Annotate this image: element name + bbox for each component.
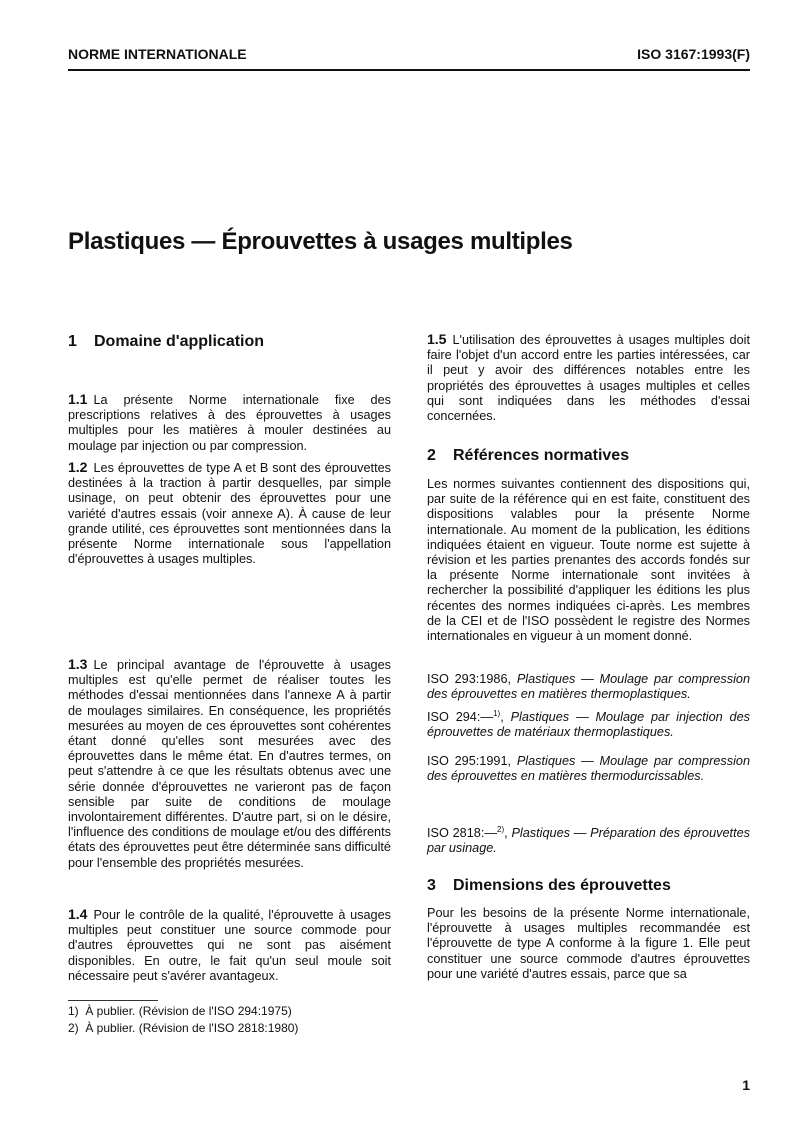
section-number: 3 [427, 877, 436, 894]
paragraph-text: Les éprouvettes de type A et B sont des éprouvettes destinées à la traction à partir desquelles, par simple usinage, on peut obtenir des éprouvettes pour une variété d'autres essais (voir annexe A). À cause de leur grande utilité, ces éprouvettes sont mentionnées dans la présente Norme internationale sous l'appellation d'éprouvettes à usages multiples. [68, 461, 391, 567]
reference-title: Plastiques — Moulage par compression des éprouvettes en matières thermoplastiques. [427, 672, 751, 702]
header-rule [68, 69, 750, 71]
reference-item: ISO 294:—$^{1)}$, Plastiques — Moulage par injection des éprouvettes de matériaux thermoplastiques. [427, 709, 750, 740]
reference-code: ISO 2818:— [427, 826, 498, 841]
page-number: 1 [742, 1077, 750, 1093]
paragraph-number: 1.1 [68, 391, 88, 407]
footnote-text: À publier. (Révision de l'ISO 294:1975) [85, 1004, 292, 1018]
paragraph-text: L'utilisation des éprouvettes à usages multiples doit faire l'objet d'un accord entre les parties intéressées, car il peut y avoir des différences notables entre les propriétés des éprouvettes à usages multiples et celles qui sont indiquées dans les méthodes d'essai concernées. [427, 333, 750, 424]
paragraph-number: 1.4 [68, 906, 88, 922]
paragraph-1-1 [68, 392, 391, 454]
reference-item: ISO 2818:—$^{2)}$, Plastiques — Préparation des éprouvettes par usinage. [427, 825, 750, 856]
paragraph-3: Pour les besoins de la présente Norme internationale, l'éprouvette à usages multiples recommandée est l'éprouvette de type A conforme à la figure 1. Elle peut constituer une source commode d'autres éprouvettes pour une variété d'autres essais, parce que sa [427, 906, 750, 981]
reference-item [427, 754, 750, 784]
reference-title: Plastiques — Moulage par compression des éprouvettes en matières thermodurcissables. [427, 754, 751, 784]
reference-item [427, 672, 750, 702]
section-title: Domaine d'application [94, 333, 265, 350]
footnote-text: À publier. (Révision de l'ISO 2818:1980) [85, 1021, 299, 1035]
paragraph-text: Pour le contrôle de la qualité, l'éprouvette à usages multiples peut constituer une source commode pour d'autres éprouvettes qui ne sont pas aisément disponibles. En outre, le fait qu'un seul moule soit nécessaire peut s'avérer avantageux. [68, 908, 391, 983]
section-number: 1 [68, 333, 77, 350]
header-right: ISO 3167:1993(F) [637, 46, 750, 62]
footnote-ref: 2) [497, 825, 505, 834]
reference-code: ISO 293:1986, [427, 672, 512, 686]
paragraph-1-4 [68, 907, 391, 984]
footnote-number: 2) [68, 1021, 79, 1035]
section-1-heading [68, 333, 264, 351]
footnote-rule [68, 1000, 158, 1001]
paragraph-1-5 [427, 332, 750, 424]
section-3-heading [427, 877, 671, 895]
footnote-2 [68, 1021, 298, 1035]
paragraph-number: 1.5 [427, 331, 447, 347]
reference-title: Plastiques — Moulage par injection des éprouvettes de matériaux thermoplastiques. [427, 710, 750, 740]
section-title: Dimensions des éprouvettes [453, 877, 671, 894]
footnote-1 [68, 1004, 292, 1018]
reference-title: Plastiques — Préparation des éprouvettes par usinage. [427, 826, 750, 856]
header-left: NORME INTERNATIONALE [68, 46, 247, 62]
section-2-heading [427, 447, 629, 465]
paragraph-text: Le principal avantage de l'éprouvette à usages multiples est qu'elle permet de réaliser toutes les méthodes d'essai mentionnées dans l'annexe A à partir de moulages similaires. En conséquence, les propriétés mesurées au moyen de ces éprouvettes sont cohérentes étant donné qu'elles sont mesurées avec des éprouvettes dans le même état. En d'autres termes, on peut s'attendre à ce que les résultats obtenus avec une série donnée d'éprouvettes ne varieront pas de façon sensible par suite de conditions de moulage involontairement différentes. D'autre part, si on le désire, l'influence des conditions de moulage et/ou des différents états des éprouvettes peut être déterminée sans difficulté pour l'ensemble des propriétés mesurées. [68, 658, 391, 870]
paragraph-number: 1.2 [68, 459, 88, 475]
section-title: Références normatives [453, 447, 630, 464]
footnote-number: 1) [68, 1004, 79, 1018]
section-number: 2 [427, 447, 436, 464]
footnote-ref: 1) [493, 709, 501, 718]
paragraph-number: 1.3 [68, 656, 88, 672]
paragraph-2: Les normes suivantes contiennent des dispositions qui, par suite de la référence qui en est faite, constituent des dispositions valables pour la présente Norme internationale. Au moment de la publication, les éditions indiquées étaient en vigueur. Toute norme est sujette à révision et les parties prenantes des accords fondés sur la présente Norme internationale sont invitées à rechercher la possibilité d'appliquer les éditions les plus récentes des normes indiquées ci-après. Les membres de la CEI et de l'ISO possèdent le registre des Normes internationales en vigueur à un moment donné. [427, 477, 750, 644]
paragraph-text: La présente Norme internationale fixe des prescriptions relatives à des éprouvettes à usages multiples pour les matières à mouler destinées au moulage par injection ou par compression. [68, 393, 391, 453]
paragraph-1-3 [68, 657, 391, 871]
page-title: Plastiques — Éprouvettes à usages multiples [68, 228, 573, 255]
reference-code: ISO 295:1991, [427, 754, 512, 768]
reference-code: ISO 294:— [427, 710, 494, 725]
paragraph-1-2 [68, 460, 391, 567]
